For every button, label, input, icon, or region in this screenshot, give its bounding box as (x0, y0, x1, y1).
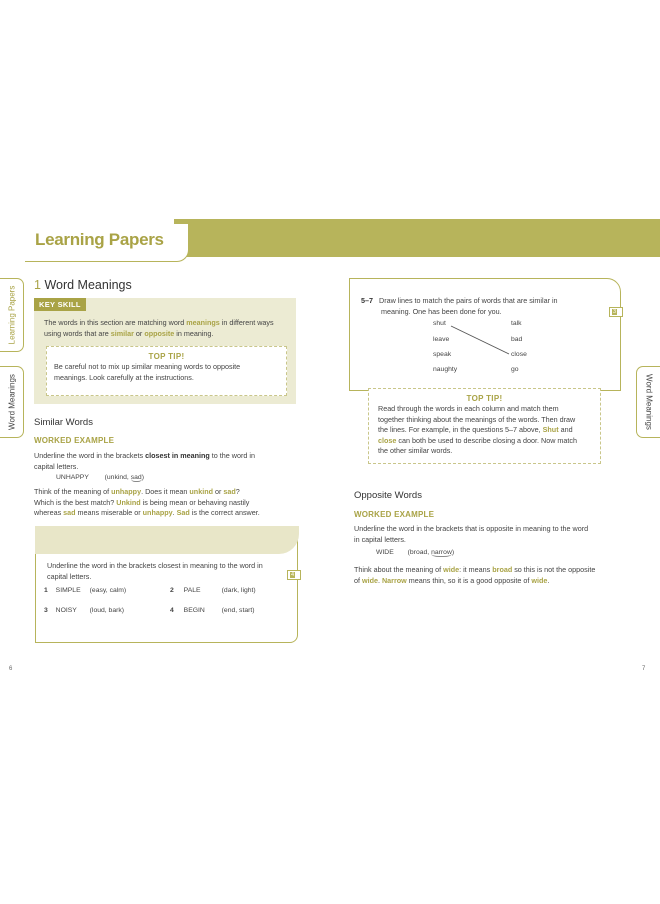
header-band (174, 219, 660, 257)
question-4: 4 BEGIN (end, start) (170, 607, 255, 614)
similar-worked-example-label: WORKED EXAMPLE (34, 436, 115, 445)
opposite-words-heading: Opposite Words (354, 490, 422, 501)
opposite-example-answer: narrow (431, 549, 452, 556)
match-left-word-1: shut (433, 320, 446, 327)
top-tip-left (46, 346, 287, 396)
section-title (34, 278, 132, 292)
section-title-text: Word Meanings (44, 278, 132, 292)
page-title: Learning Papers (35, 230, 164, 249)
question-2: 2 PALE (dark, light) (170, 587, 256, 594)
side-tab-word-meanings-right-label: Word Meanings (644, 374, 653, 430)
side-tab-learning-papers (0, 278, 24, 352)
question-left-marks: 4 (287, 570, 301, 580)
page-number-right: 7 (642, 666, 646, 672)
side-tab-word-meanings-left-label: Word Meanings (7, 374, 16, 430)
top-tip-right-text: Read through the words in each column and match them together thinking about the meanings of the words. Then draw the lines. For example, in the questions 5–7 above, Shut and close can both be used to describe closing a door. Now match the other similar words. (378, 404, 577, 455)
similar-example-answer: sad (130, 474, 142, 481)
side-tab-learning-papers-label: Learning Papers (7, 285, 16, 345)
question-right-marks: 3 (609, 307, 623, 317)
match-left-word-3: speak (433, 351, 452, 358)
question-3: 3 NOISY (loud, bark) (44, 607, 125, 614)
section-number: 1 (34, 278, 41, 292)
key-skill-text: The words in this section are matching word meanings in different ways using words that are similar or opposite in meaning. (44, 318, 274, 338)
top-tip-left-title: TOP TIP! (148, 352, 185, 361)
match-line-example (440, 320, 523, 360)
match-left-word-2: leave (433, 336, 450, 343)
match-right-word-1: talk (511, 320, 522, 327)
key-skill-label: KEY SKILL (34, 298, 86, 311)
match-right-word-3: close (511, 351, 527, 358)
question-box-left (35, 526, 298, 643)
match-right-word-2: bad (511, 336, 523, 343)
page-number-left: 6 (9, 666, 13, 672)
side-tab-word-meanings-left (0, 366, 24, 438)
opposite-example: WIDE (broad, narrow) (376, 549, 455, 556)
top-tip-right (368, 388, 601, 464)
opposite-explanation: Think about the meaning of wide: it means broad so this is not the opposite of wide. Narrow means thin, so it is a good opposite of wide. (354, 565, 596, 585)
similar-words-heading: Similar Words (34, 417, 93, 428)
opposite-worked-example-label: WORKED EXAMPLE (354, 510, 435, 519)
match-left-word-4: naughty (433, 366, 458, 373)
side-tab-word-meanings-right (636, 366, 660, 438)
question-box-left-fold (35, 526, 299, 554)
similar-instructions: Underline the word in the brackets closest in meaning to the word in capital letters. (34, 451, 255, 471)
similar-example: UNHAPPY (unkind, sad) (56, 474, 144, 481)
question-1: 1 SIMPLE (easy, calm) (44, 587, 127, 594)
top-tip-left-text: Be careful not to mix up similar meaning words to opposite meanings. Look carefully at the instructions. (54, 362, 241, 382)
similar-explanation: Think of the meaning of unhappy. Does it mean unkind or sad? Which is the best match? Unkind is being mean or behaving nastily whereas sad means miserable or unhappy. Sad is the correct answer. (34, 487, 260, 517)
top-tip-right-title: TOP TIP! (466, 394, 503, 403)
opposite-instructions: Underline the word in the brackets that is opposite in meaning to the word in capital letters. (354, 524, 589, 544)
question-right-instructions: 5–7 Draw lines to match the pairs of words that are similar in meaning. One has been done for you. (361, 296, 558, 316)
match-right-word-4: go (511, 366, 519, 373)
question-left-instructions: Underline the word in the brackets closest in meaning to the word in capital letters. (47, 561, 263, 581)
